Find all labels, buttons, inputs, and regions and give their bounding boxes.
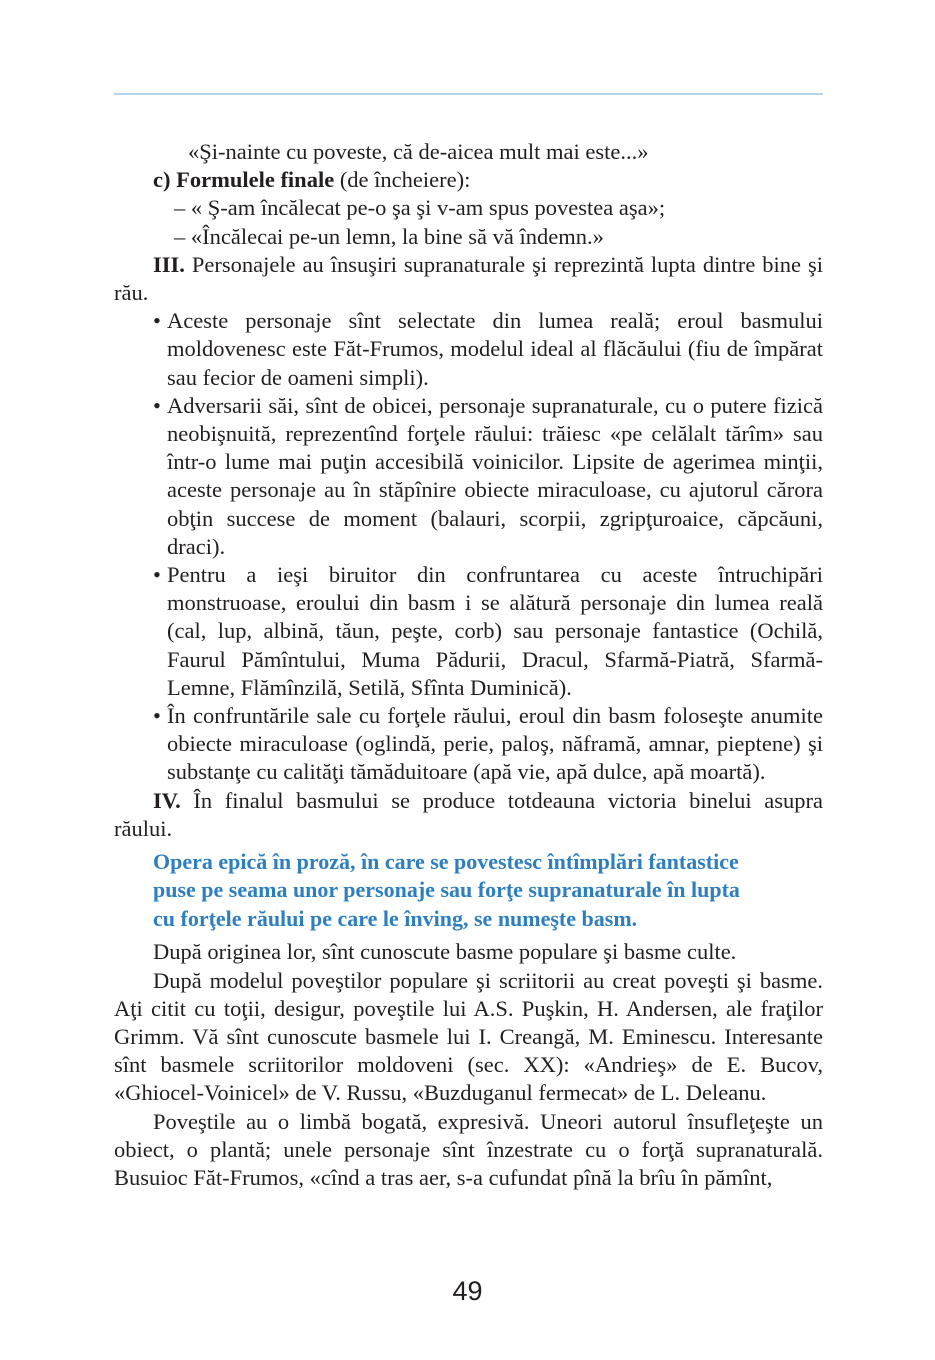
paragraph: După originea lor, sînt cunoscute basme populare şi basme culte.: [153, 939, 737, 965]
bullet-list: [114, 307, 823, 786]
section-iii-text: Personajele au însuşiri supranaturale şi reprezintă lupta dintre bine şi rău.: [114, 251, 823, 306]
definition-line: puse pe seama unor personaje sau forţe supranaturale în lupta: [153, 877, 740, 903]
bullet-text: Aceste personaje sînt selectate din lumea reală; eroul basmului moldovenesc este Făt-Frumos, modelul ideal al flăcăului (fiu de împărat sau fecior de oameni simpli).: [167, 308, 823, 390]
final-formulas-label: c) Formulele finale: [153, 167, 335, 193]
bullet-symbol: •: [153, 703, 161, 729]
bullet-text: Adversarii săi, sînt de obicei, personaje supranaturale, cu o putere fizică neobişnuită, reprezentînd forţele răului: trăiesc «pe celălalt tărîm» sau într-o lume mai puţin accesibilă voinicilor. Lipsite de agerimea minţii, aceste personaje au în stăpînire obiecte miraculoase, cu ajutorul cărora obţin succese de moment (balauri, scorpii, zgripţuroaice, căpcăuni, draci).: [167, 392, 823, 559]
section-iv: [114, 787, 823, 843]
bullet-text: În confruntările sale cu forţele răului, eroul din basm foloseşte anumite obiecte miraculoase (oglindă, perie, paloş, năframă, amnar, pieptene) şi substanţe cu calităţi tămăduitoare (apă vie, apă dulce, apă moartă).: [167, 703, 823, 785]
bullet-item: [114, 392, 823, 561]
quote-line: «Şi-nainte cu poveste, că de-aicea mult mai este...»: [188, 139, 649, 164]
bullet-item: [114, 307, 823, 392]
section-iii: [114, 251, 823, 307]
bullet-symbol: •: [153, 562, 161, 588]
section-iv-numeral: IV.: [153, 787, 181, 813]
section-iii-numeral: III.: [153, 251, 185, 277]
bullet-item: [114, 561, 823, 702]
page-number: 49: [452, 1276, 483, 1306]
section-iv-text: În finalul basmului se produce totdeauna victoria binelui asupra răului.: [114, 787, 823, 841]
final-formulas-suffix: (de încheiere):: [334, 167, 471, 193]
page-content: [114, 138, 823, 1192]
final-formula-item: – « Ş-am încălecat pe-o şa şi v-am spus povestea aşa»;: [174, 195, 666, 221]
definition-line: cu forţele răului pe care le înving, se numeşte basm.: [153, 905, 638, 931]
definition-box: [114, 848, 823, 933]
bullet-text: Pentru a ieşi biruitor din confruntarea cu aceste întruchipări monstruoase, eroului din basm i se alătură personaje din lumea reală (cal, lup, albină, tăun, peşte, corb) sau personaje fantastice (Ochilă, Faurul Pămîntului, Muma Pădurii, Dracul, Sfarmă-Piatră, Sfarmă-Lemne, Flămînzilă, Setilă, Sfînta Duminică).: [167, 562, 823, 700]
paragraph: Poveştile au o limbă bogată, expresivă. Uneori autorul însufleţeşte un obiect, o plantă; unele personaje sînt înzestrate cu o forţă supranaturală. Busuioc Făt-Frumos, «cînd a tras aer, s-a cufundat pînă la brîu în pămînt,: [114, 1108, 823, 1190]
final-formula-item: – «Încălecai pe-un lemn, la bine să vă îndemn.»: [174, 223, 604, 249]
final-formulas-heading: [114, 166, 823, 194]
definition-line: Opera epică în proză, în care se povestesc întîmplări fantastice: [153, 849, 739, 875]
bullet-symbol: •: [153, 392, 161, 418]
bullet-symbol: •: [153, 308, 161, 334]
header-rule: [114, 93, 823, 95]
bullet-item: [114, 702, 823, 787]
paragraph: După modelul poveştilor populare şi scriitorii au creat poveşti şi basme. Aţi citit cu toţii, desigur, poveştile lui A.S. Puşkin, H. Andersen, ale fraţilor Grimm. Vă sînt cunoscute basmele lui I. Creangă, M. Eminescu. Interesante sînt basmele scriitorilor moldoveni (sec. XX): «Andrieş» de E. Bucov, «Ghiocel-Voinicel» de V. Russu, «Buzduganul fermecat» de L. Deleanu.: [114, 967, 823, 1106]
